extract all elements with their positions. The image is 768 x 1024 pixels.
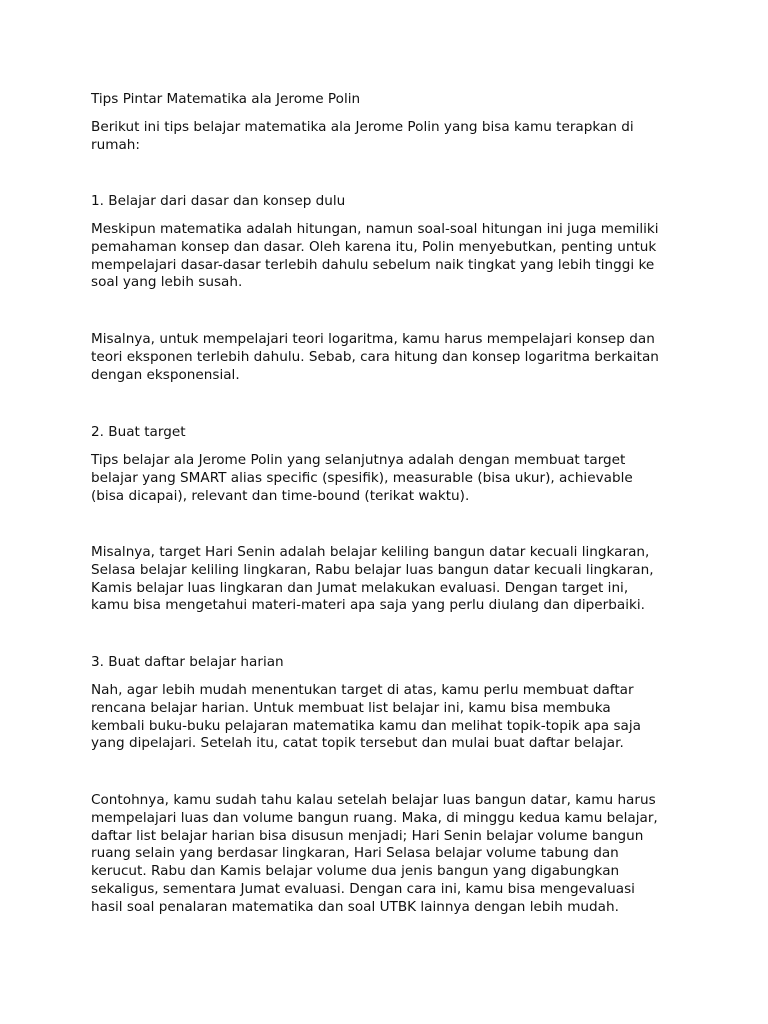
section-2-paragraph-1: Tips belajar ala Jerome Polin yang selanjutnya adalah dengan membuat target belajar yang SMART alias specific (spesifik), measurable (bisa ukur), achievable (bisa dicapai), relevant dan time-bound (terikat waktu). (91, 452, 633, 504)
section-3-heading: 3. Buat daftar belajar harian (91, 654, 284, 670)
section-1-paragraph-2: Misalnya, untuk mempelajari teori logaritma, kamu harus mempelajari konsep dan teori eksponen terlebih dahulu. Sebab, cara hitung dan konsep logaritma berkaitan dengan eksponensial. (91, 331, 659, 383)
section-3-paragraph-1: Nah, agar lebih mudah menentukan target di atas, kamu perlu membuat daftar rencana belajar harian. Untuk membuat list belajar ini, kamu bisa membuka kembali buku-buku pelajaran matematika kamu dan melihat topik-topik apa saja yang dipelajari. Setelah itu, catat topik tersebut dan mulai buat daftar belajar. (91, 682, 641, 752)
document-title: Tips Pintar Matematika ala Jerome Polin (91, 91, 361, 107)
section-1-paragraph-1: Meskipun matematika adalah hitungan, namun soal-soal hitungan ini juga memiliki pemahaman konsep dan dasar. Oleh karena itu, Polin menyebutkan, penting untuk mempelajari dasar-dasar terlebih dahulu sebelum naik tingkat yang lebih tinggi ke soal yang lebih susah. (91, 221, 659, 291)
section-2-paragraph-2: Misalnya, target Hari Senin adalah belajar keliling bangun datar kecuali lingkaran, Selasa belajar keliling lingkaran, Rabu belajar luas bangun datar kecuali lingkaran, Kamis belajar luas lingkaran dan Jumat melakukan evaluasi. Dengan target ini, kamu bisa mengetahui materi-materi apa saja yang perlu diulang dan diperbaiki. (91, 544, 654, 614)
section-3-paragraph-2: Contohnya, kamu sudah tahu kalau setelah belajar luas bangun datar, kamu harus mempelajari luas dan volume bangun ruang. Maka, di minggu kedua kamu belajar, daftar list belajar harian bisa disusun menjadi; Hari Senin belajar volume bangun ruang selain yang berdasar lingkaran, Hari Selasa belajar volume tabung dan kerucut. Rabu dan Kamis belajar volume dua jenis bangun yang digabungkan sekaligus, sementara Jumat evaluasi. Dengan cara ini, kamu bisa mengevaluasi hasil soal penalaran matematika dan soal UTBK lainnya dengan lebih mudah. (91, 792, 658, 915)
section-1-heading: 1. Belajar dari dasar dan konsep dulu (91, 193, 346, 209)
section-2-heading: 2. Buat target (91, 424, 186, 440)
intro-paragraph: Berikut ini tips belajar matematika ala Jerome Polin yang bisa kamu terapkan di rumah: (91, 119, 634, 153)
